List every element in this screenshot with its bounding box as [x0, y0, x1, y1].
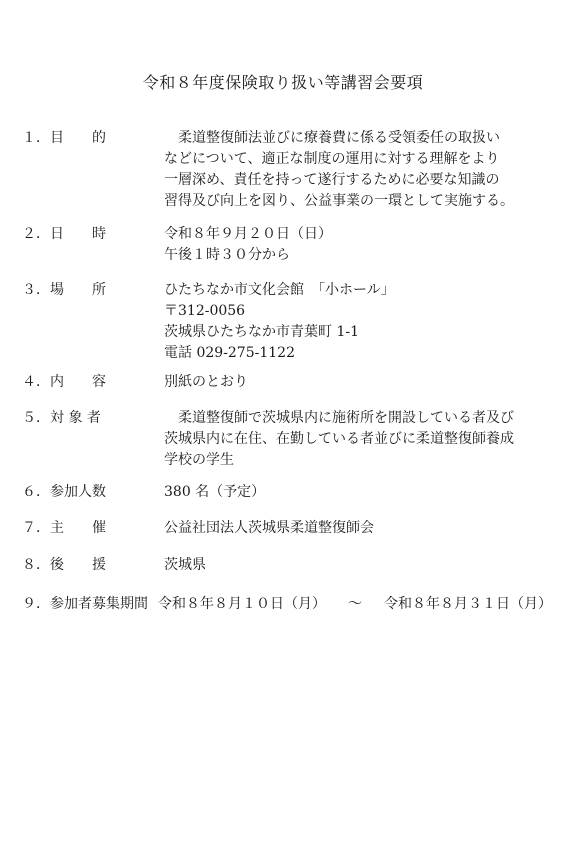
- item-label: ３．場 所: [22, 282, 106, 298]
- content-line: 〒312-0056: [164, 303, 246, 319]
- item-label: ２．日 時: [22, 226, 106, 242]
- item-label: ４．内 容: [22, 374, 106, 390]
- content-line: 習得及び向上を図り、公益事業の一環として実施する。: [164, 193, 514, 209]
- content-line: 電話 029-275-1122: [164, 345, 295, 361]
- content-line: 公益社団法人茨城県柔道整復師会: [164, 520, 374, 536]
- content-line: 380 名（予定）: [164, 484, 266, 500]
- content-line: 茨城県ひたちなか市青葉町 1-1: [164, 324, 359, 340]
- content-line: 茨城県内に在住、在勤している者並びに柔道整復師養成: [164, 431, 514, 447]
- content-line: 別紙のとおり: [164, 374, 248, 390]
- period-end: 令和８年８月３１日（月）: [384, 596, 552, 612]
- content-line: 学校の学生: [164, 452, 234, 468]
- content-line: 令和８年９月２０日（日）: [164, 226, 332, 242]
- item-label: ６．参加人数: [22, 484, 106, 500]
- content-line: 午後１時３０分から: [164, 247, 290, 263]
- content-line: ひたちなか市文化会館 「小ホール」: [164, 282, 395, 298]
- item-label: ９．参加者募集期間: [22, 596, 148, 612]
- content-line: 柔道整復師で茨城県内に施術所を開設している者及び: [178, 410, 514, 426]
- item-label: ５．対 象 者: [22, 410, 101, 426]
- content-line: 茨城県: [164, 557, 206, 573]
- period-separator: ～: [348, 596, 362, 612]
- item-content: [164, 518, 552, 539]
- item-content: [164, 372, 552, 393]
- item-recruitment-period: [22, 594, 552, 615]
- item-label: １．目 的: [22, 130, 106, 146]
- item-content: [164, 555, 552, 576]
- item-content: [164, 408, 552, 471]
- item-content: [164, 128, 552, 212]
- content-line: 一層深め、責任を持って遂行するために必要な知識の: [164, 172, 500, 188]
- content-line: などについて、適正な制度の運用に対する理解をより: [164, 151, 500, 167]
- item-label: ８．後 援: [22, 557, 106, 573]
- content-line: 柔道整復師法並びに療養費に係る受領委任の取扱い: [178, 130, 500, 146]
- item-content: [164, 280, 552, 364]
- item-label: ７．主 催: [22, 520, 106, 536]
- page-title: 令和８年度保険取り扱い等講習会要項: [142, 73, 424, 92]
- item-content: [164, 482, 552, 503]
- period-start: 令和８年８月１０日（月）: [158, 596, 326, 612]
- item-content: [164, 224, 552, 266]
